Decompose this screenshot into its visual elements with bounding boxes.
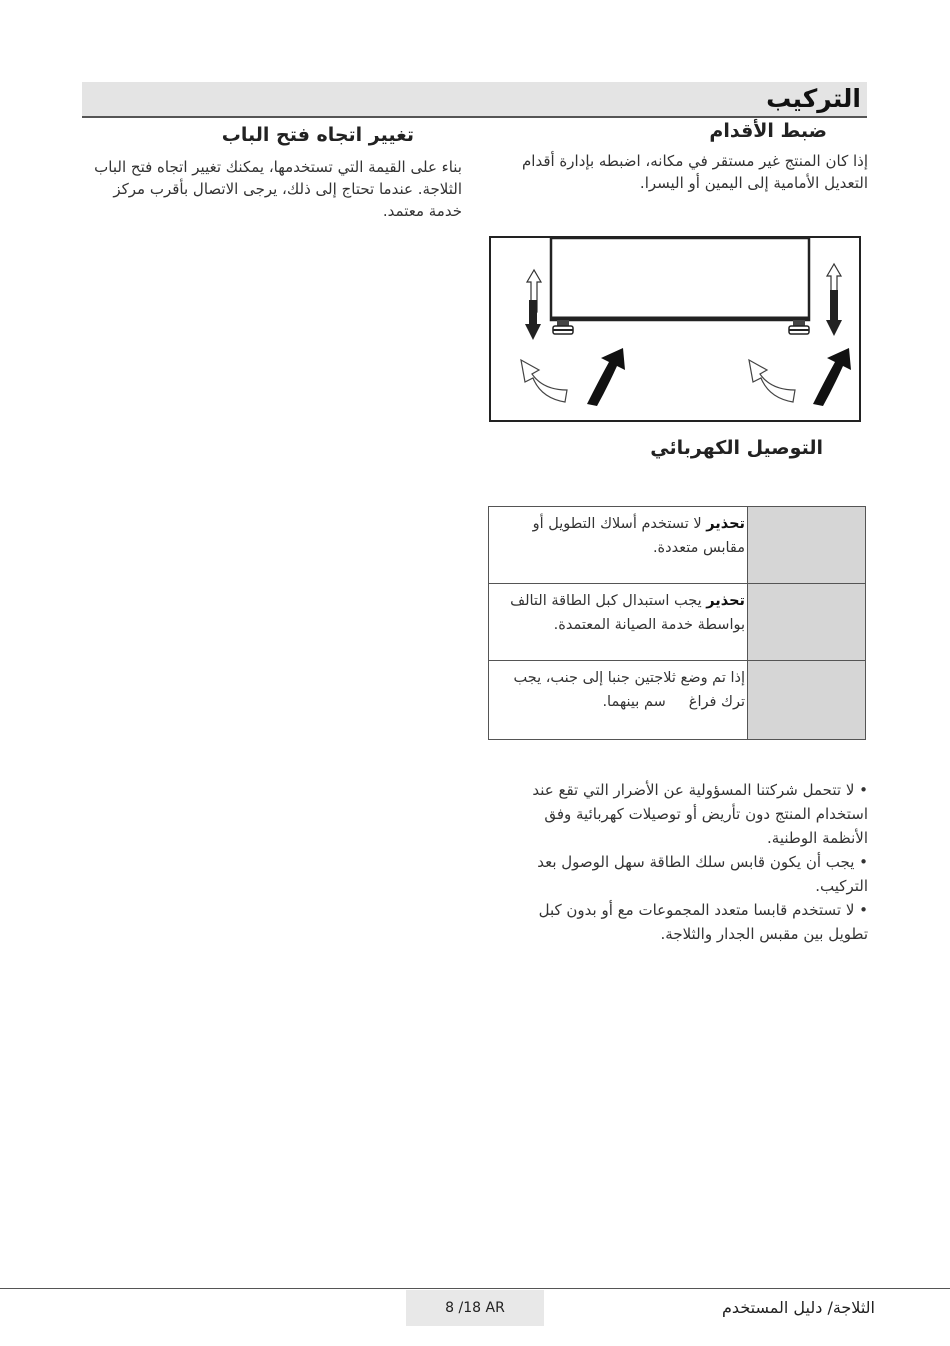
warning-body: لا تستخدم أسلاك التطويل أو مقابس متعددة. xyxy=(532,516,745,556)
electrical-title: التوصيل الكهربائي xyxy=(650,437,823,459)
page-number-box xyxy=(406,1290,544,1326)
section-header-bar xyxy=(82,82,867,118)
footer-title: الثلاجة/ دليل المستخدم xyxy=(722,1298,875,1317)
door-text: بناء على القيمة التي تستخدمها، يمكنك تغيير اتجاه فتح الباب الثلاجة. عندما تحتاج إلى ذلك، يرجى الاتصال بأقرب مركز خدمة معتمد. xyxy=(94,158,462,220)
right-rotate-arrows-icon xyxy=(749,348,851,406)
warning-label: تحذير xyxy=(706,516,745,532)
warning-body: يجب استبدال كبل الطاقة التالف بواسطة خدمة الصيانة المعتمدة. xyxy=(510,593,745,633)
warning-icon-cell xyxy=(747,507,865,583)
list-item: • لا تتحمل شركتنا المسؤولية عن الأضرار التي تقع عند استخدام المنتج دون تأريض أو توصيلات كهربائية وفق الأنظمة الوطنية. xyxy=(532,781,868,847)
warnings-table xyxy=(488,506,866,740)
page-number: 8 /18 AR xyxy=(445,1300,505,1316)
left-rotate-arrows-icon xyxy=(521,348,625,406)
footer-divider xyxy=(0,1288,950,1289)
fridge-body xyxy=(551,238,809,320)
warning-row xyxy=(489,661,865,739)
warning-icon-cell xyxy=(747,661,865,739)
list-item: • يجب أن يكون قابس سلك الطاقة سهل الوصول بعد التركيب. xyxy=(537,853,868,895)
right-up-down-arrow-icon xyxy=(826,264,842,336)
warning-row xyxy=(489,507,865,584)
left-up-down-arrow-icon xyxy=(525,270,541,340)
warning-row xyxy=(489,584,865,661)
warning-body: إذا تم وضع ثلاجتين جنبا إلى جنب، يجب ترك فراغ سم بينهما. xyxy=(508,670,745,710)
warning-text xyxy=(500,512,745,560)
right-foot xyxy=(789,320,809,334)
section-title: التركيب xyxy=(766,84,861,113)
electrical-notes-list xyxy=(505,778,868,946)
diagram-illustration xyxy=(491,238,859,420)
warning-text xyxy=(500,666,745,714)
feet-title: ضبط الأقدام xyxy=(709,120,827,142)
warning-icon-cell xyxy=(747,584,865,660)
door-title: تغيير اتجاه فتح الباب xyxy=(221,124,414,146)
feet-text: إذا كان المنتج غير مستقر في مكانه، اضبطه بإدارة أقدام التعديل الأمامية إلى اليمين أو اليسرا. xyxy=(521,152,868,192)
left-foot xyxy=(553,320,573,334)
warning-text xyxy=(500,589,745,637)
warning-label: تحذير xyxy=(706,593,745,609)
feet-adjustment-diagram xyxy=(489,236,861,422)
list-item: • لا تستخدم قابسا متعدد المجموعات مع أو بدون كبل تطويل بين مقبس الجدار والثلاجة. xyxy=(538,901,868,943)
